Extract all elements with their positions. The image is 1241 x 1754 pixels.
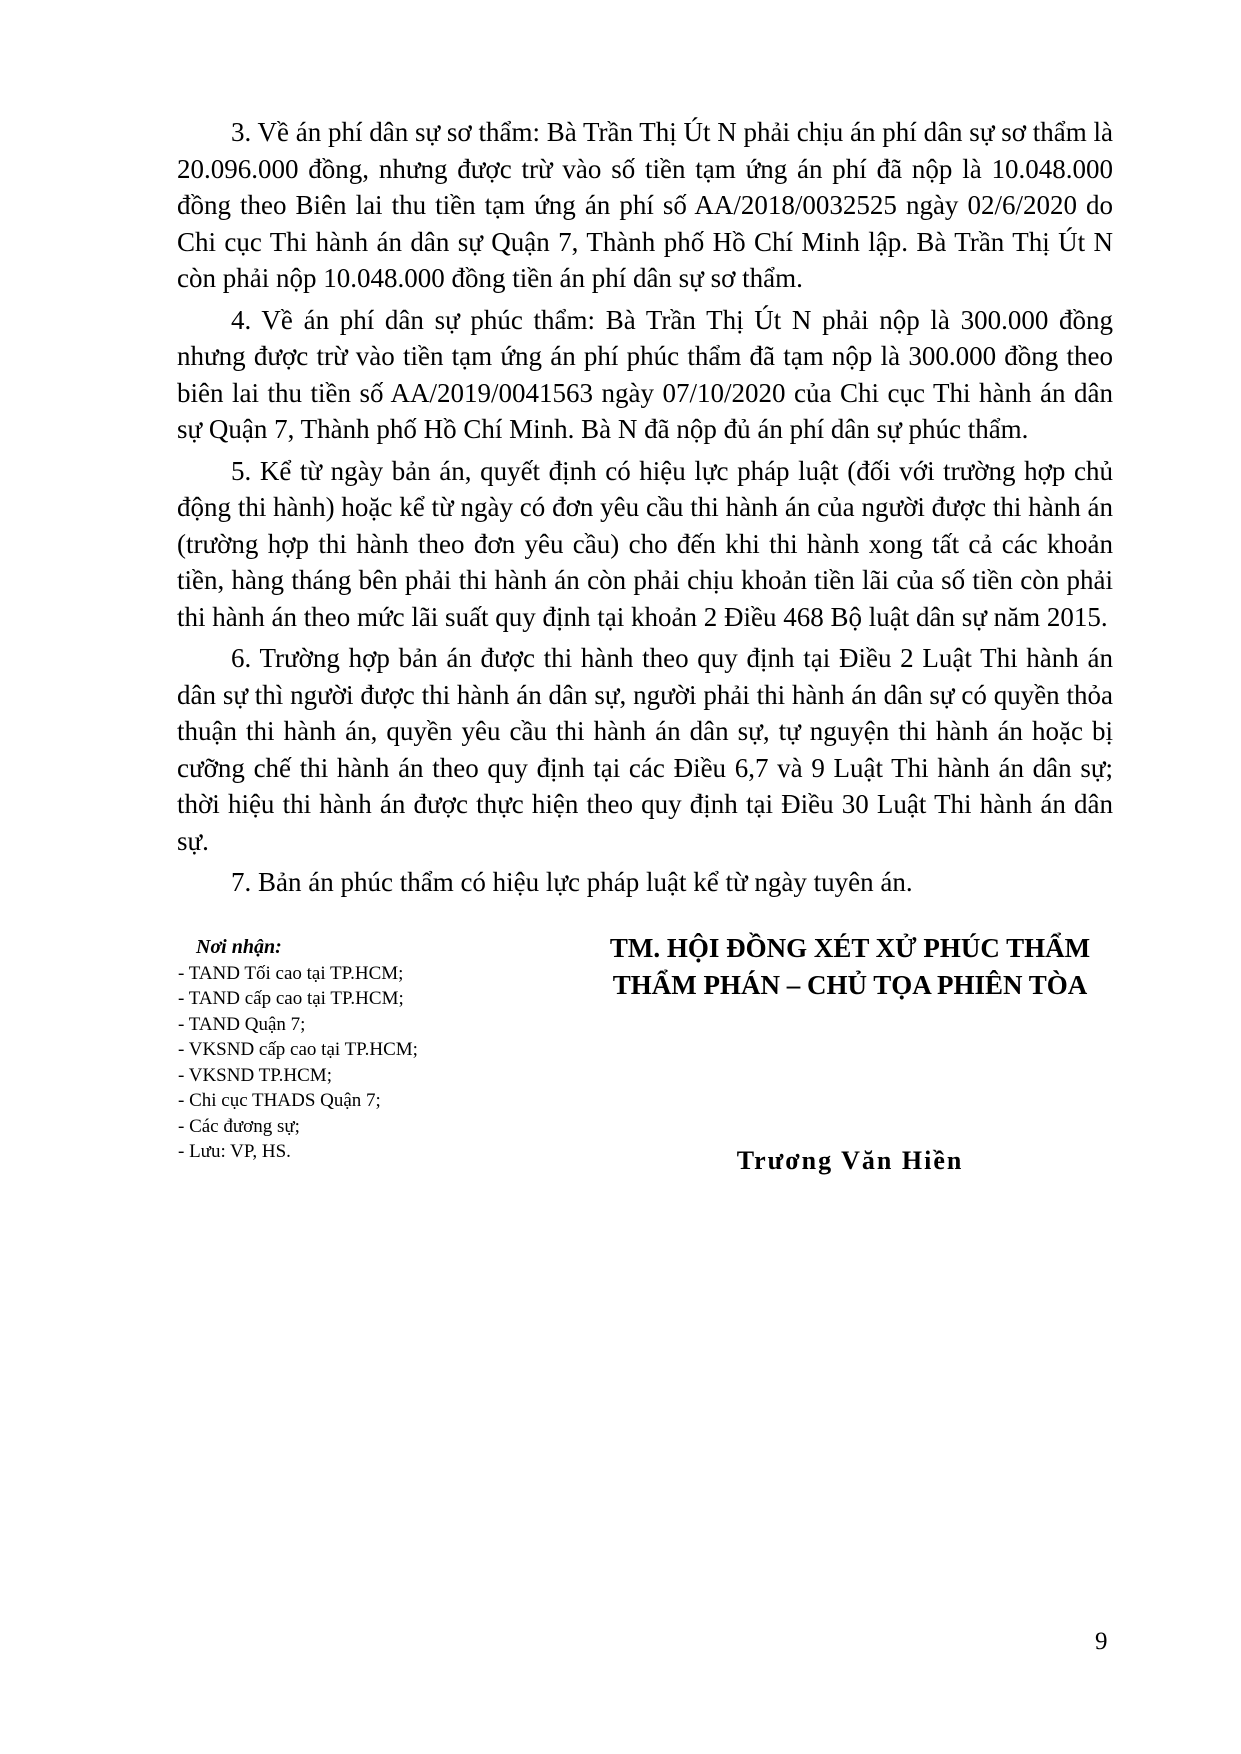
judgment-body	[177, 114, 1113, 906]
recipient-item: - TAND Tối cao tại TP.HCM;	[178, 962, 404, 984]
recipient-item: - Chi cục THADS Quận 7;	[178, 1090, 381, 1111]
signature-block	[560, 930, 1140, 1004]
recipient-item: - VKSND TP.HCM;	[178, 1064, 332, 1086]
page-number: 9	[1095, 1628, 1108, 1655]
recipient-item: - Các đương sự;	[178, 1115, 300, 1137]
recipient-item: - TAND Quận 7;	[178, 1013, 306, 1035]
recipient-item: - TAND cấp cao tại TP.HCM;	[178, 988, 404, 1009]
signature-judge-title: THẨM PHÁN – CHỦ TỌA PHIÊN TÒA	[612, 970, 1088, 1000]
recipients-block	[178, 935, 578, 1165]
recipients-title: Nơi nhận:	[196, 936, 282, 958]
signature-council-title: TM. HỘI ĐỒNG XÉT XỬ PHÚC THẨM	[609, 933, 1091, 963]
signer-name: Trương Văn Hiền	[736, 1146, 964, 1175]
paragraph-court-fee-first-instance: 3. Về án phí dân sự sơ thẩm: Bà Trần Thị Út N phải chịu án phí dân sự sơ thẩm là 20.096.000 đồng, nhưng được trừ vào số tiền tạm ứng án phí đã nộp là 10.048.000 đồng theo Biên lai thu tiền tạm ứng án phí số AA/2018/0032525 ngày 02/6/2020 do Chi cục Thi hành án dân sự Quận 7, Thành phố Hồ Chí Minh lập. Bà Trần Thị Út N còn phải nộp 10.048.000 đồng tiền án phí dân sự sơ thẩm.	[177, 117, 1113, 293]
paragraph-court-fee-appeal: 4. Về án phí dân sự phúc thẩm: Bà Trần Thị Út N phải nộp là 300.000 đồng nhưng được trừ vào tiền tạm ứng án phí phúc thẩm đã tạm nộp là 300.000 đồng theo biên lai thu tiền số AA/2019/0041563 ngày 07/10/2020 của Chi cục Thi hành án dân sự Quận 7, Thành phố Hồ Chí Minh. Bà N đã nộp đủ án phí dân sự phúc thẩm.	[177, 304, 1113, 444]
recipient-item: - Lưu: VP, HS.	[178, 1141, 291, 1162]
paragraph-effect: 7. Bản án phúc thẩm có hiệu lực pháp luật kể từ ngày tuyên án.	[231, 867, 913, 897]
recipient-item: - VKSND cấp cao tại TP.HCM;	[178, 1039, 418, 1060]
paragraph-enforcement: 6. Trường hợp bản án được thi hành theo quy định tại Điều 2 Luật Thi hành án dân sự thì người được thi hành án dân sự, người phải thi hành án dân sự có quyền thỏa thuận thi hành án, quyền yêu cầu thi hành án dân sự, tự nguyện thi hành án hoặc bị cưỡng chế thi hành án theo quy định tại các Điều 6,7 và 9 Luật Thi hành án dân sự; thời hiệu thi hành án được thực hiện theo quy định tại Điều 30 Luật Thi hành án dân sự.	[177, 643, 1113, 856]
paragraph-interest: 5. Kể từ ngày bản án, quyết định có hiệu lực pháp luật (đối với trường hợp chủ động thi hành) hoặc kể từ ngày có đơn yêu cầu thi hành án của người được thi hành án (trường hợp thi hành theo đơn yêu cầu) cho đến khi thi hành xong tất cả các khoản tiền, hàng tháng bên phải thi hành án còn phải chịu khoản tiền lãi của số tiền còn phải thi hành án theo mức lãi suất quy định tại khoản 2 Điều 468 Bộ luật dân sự năm 2015.	[177, 455, 1113, 632]
